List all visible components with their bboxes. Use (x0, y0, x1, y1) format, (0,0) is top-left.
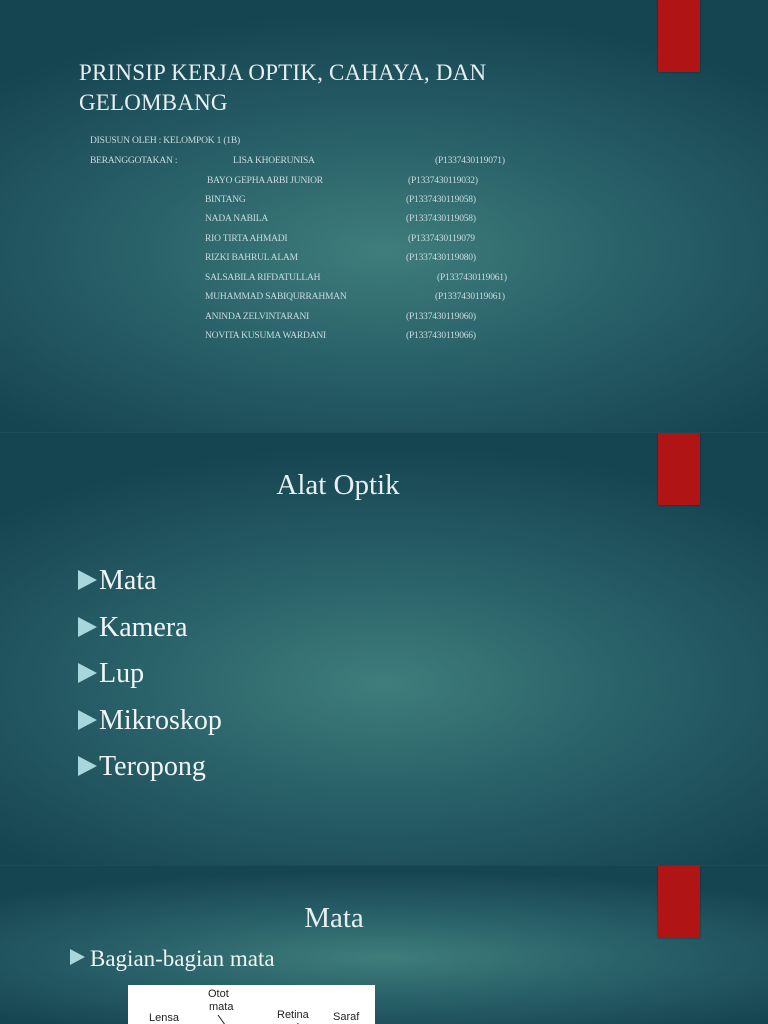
figure-label-lensa: Lensa (149, 1012, 179, 1024)
list-item-label: Teropong (99, 751, 206, 782)
member-name: NOVITA KUSUMA WARDANI (205, 331, 327, 341)
member-id: (P1337430119058) (406, 214, 476, 224)
figure-label-mata: mata (209, 1001, 234, 1013)
figure-label-otot: Otot (208, 988, 229, 1000)
triangle-bullet-icon (78, 617, 97, 637)
list-item-label: Mata (99, 565, 157, 596)
member-id: (P1337430119058) (406, 195, 476, 205)
member-id: (P1337430119061) (437, 273, 507, 283)
member-id: (P1337430119066) (406, 331, 476, 341)
member-id: (P1337430119079 (408, 234, 475, 244)
list-item (78, 658, 222, 705)
list-item (78, 612, 222, 659)
member-id: (P1337430119071) (435, 156, 505, 166)
triangle-bullet-icon (78, 570, 97, 590)
optical-tools-list (78, 565, 222, 798)
slide-alat-optik (0, 433, 768, 865)
prepared-by-text: DISUSUN OLEH : KELOMPOK 1 (1B) (90, 136, 240, 146)
member-id: (P1337430119061) (435, 292, 505, 302)
list-item-label: Lup (99, 658, 145, 689)
slide-heading: Alat Optik (276, 469, 400, 501)
member-name: LISA KHOERUNISA (233, 156, 315, 166)
bullet-item (70, 946, 275, 972)
slide-heading: Mata (304, 902, 364, 934)
list-item (78, 565, 222, 612)
triangle-bullet-icon (78, 710, 97, 730)
slide-mata (0, 866, 768, 1024)
member-name: MUHAMMAD SABIQURRAHMAN (205, 292, 347, 302)
member-name: ANINDA ZELVINTARANI (205, 312, 310, 322)
triangle-bullet-icon (78, 663, 97, 683)
slide-title (0, 0, 768, 432)
list-item (78, 705, 222, 752)
slide-title-heading: PRINSIP KERJA OPTIK, CAHAYA, DAN GELOMBANG (79, 60, 487, 115)
member-name: RIO TIRTA AHMADI (205, 234, 288, 244)
bullet-label: Bagian-bagian mata (90, 946, 275, 971)
figure-label-saraf: Saraf (333, 1011, 360, 1023)
pointer-line-icon (128, 985, 375, 1024)
list-item-label: Kamera (99, 611, 188, 643)
triangle-bullet-icon (78, 756, 97, 776)
red-accent-bar (658, 0, 700, 72)
member-name: NADA NABILA (205, 214, 268, 224)
member-name: BAYO GEPHA ARBI JUNIOR (207, 176, 323, 186)
member-id: (P1337430119060) (406, 312, 476, 322)
member-name: BINTANG (205, 195, 246, 205)
list-item-label: Mikroskop (99, 704, 222, 736)
members-label: BERANGGOTAKAN : (90, 156, 178, 166)
member-name: RIZKI BAHRUL ALAM (205, 253, 298, 263)
figure-label-retina: Retina (277, 1009, 309, 1021)
member-id: (P1337430119032) (408, 176, 478, 186)
member-id: (P1337430119080) (406, 253, 476, 263)
list-item (78, 751, 222, 798)
member-name: SALSABILA RIFDATULLAH (205, 273, 321, 283)
triangle-bullet-icon (70, 949, 85, 965)
eye-diagram-image (128, 985, 375, 1024)
